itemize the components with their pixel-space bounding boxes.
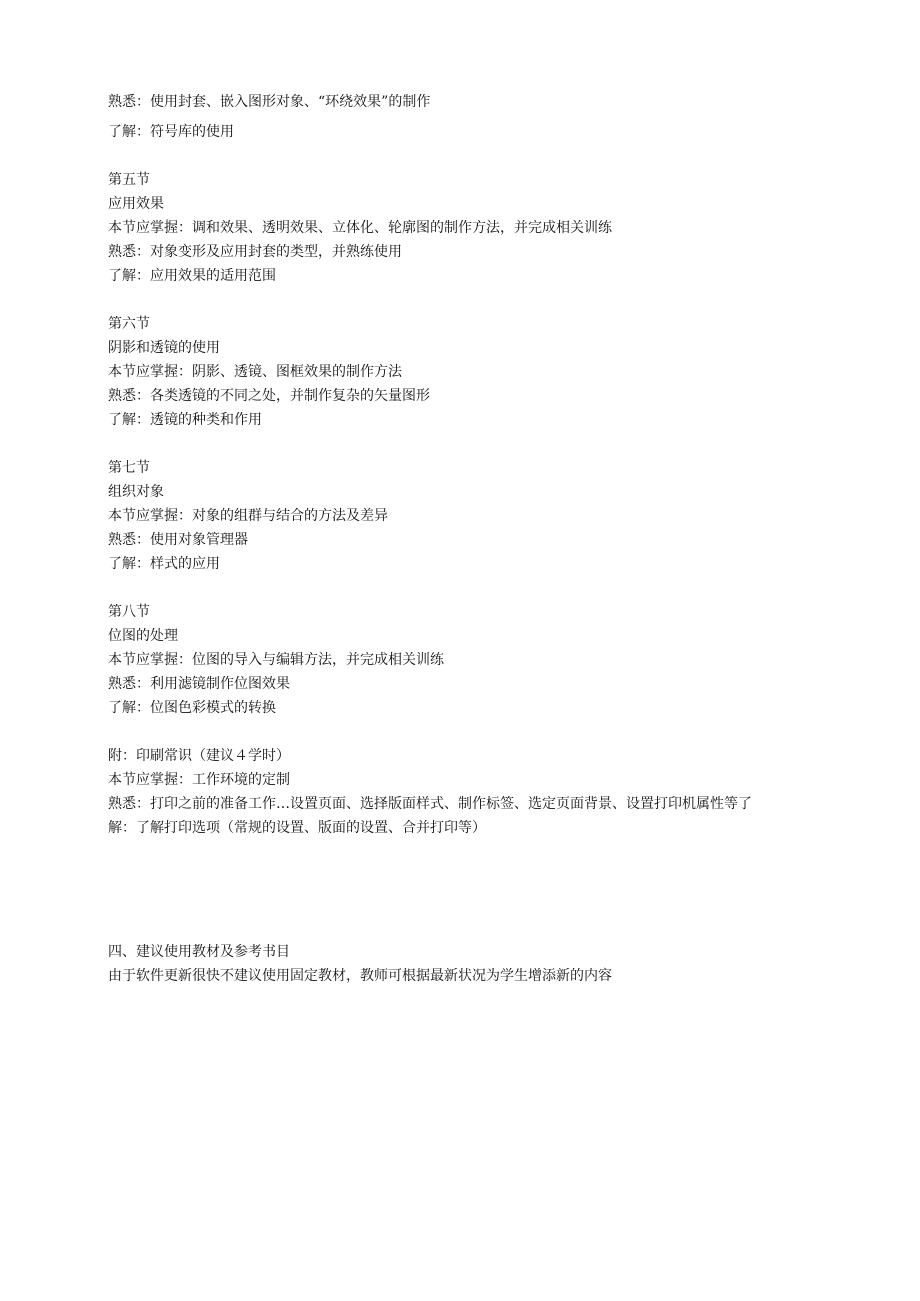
section-heading: 第七节 (108, 460, 150, 476)
part4-body: 由于软件更新很快不建议使用固定教材，教师可根据最新状况为学生增添新的内容 (108, 968, 612, 984)
spacer (108, 288, 828, 312)
section-title: 应用效果 (108, 196, 164, 212)
section-title: 阴影和透镜的使用 (108, 340, 220, 356)
section-master: 本节应掌握：对象的组群与结合的方法及差异 (108, 508, 388, 524)
section-familiar: 熟悉：利用滤镜制作位图效果 (108, 676, 290, 692)
section-familiar: 熟悉：各类透镜的不同之处，并制作复杂的矢量图形 (108, 388, 430, 404)
appendix-familiar-line1: 熟悉：打印之前的准备工作…设置页面、选择版面样式、制作标签、选定页面背景、设置打印机属性等了 (108, 796, 752, 812)
spacer (108, 576, 828, 600)
section-5 (108, 168, 828, 288)
section-heading: 第八节 (108, 604, 150, 620)
part4-section (108, 940, 828, 988)
section-7 (108, 456, 828, 576)
section-6 (108, 312, 828, 432)
part4-heading: 四、建议使用教材及参考书目 (108, 944, 290, 960)
section-understand: 了解：样式的应用 (108, 556, 220, 572)
appendix-familiar-line2: 解：了解打印选项（常规的设置、版面的设置、合并打印等） (108, 820, 486, 836)
section-heading: 第五节 (108, 172, 150, 188)
section-understand: 了解：透镜的种类和作用 (108, 412, 262, 428)
document-page (108, 90, 828, 988)
section-master: 本节应掌握：位图的导入与编辑方法，并完成相关训练 (108, 652, 444, 668)
section-understand: 了解：位图色彩模式的转换 (108, 700, 276, 716)
spacer (108, 720, 828, 744)
spacer (108, 840, 828, 940)
section-master: 本节应掌握：调和效果、透明效果、立体化、轮廓图的制作方法，并完成相关训练 (108, 220, 612, 236)
section-familiar: 熟悉：使用对象管理器 (108, 532, 248, 548)
spacer (108, 432, 828, 456)
appendix-heading: 附：印刷常识（建议４学时） (108, 748, 290, 764)
intro-familiar: 熟悉：使用封套、嵌入图形对象、“环绕效果”的制作 (108, 94, 431, 110)
section-understand: 了解：应用效果的适用范围 (108, 268, 276, 284)
intro-understand: 了解：符号库的使用 (108, 124, 234, 140)
section-familiar: 熟悉：对象变形及应用封套的类型，并熟练使用 (108, 244, 402, 260)
section-title: 位图的处理 (108, 628, 178, 644)
appendix-master: 本节应掌握：工作环境的定制 (108, 772, 290, 788)
section-master: 本节应掌握：阴影、透镜、图框效果的制作方法 (108, 364, 402, 380)
section-title: 组织对象 (108, 484, 164, 500)
spacer (108, 144, 828, 168)
section-8 (108, 600, 828, 720)
appendix-section (108, 744, 828, 840)
section-heading: 第六节 (108, 316, 150, 332)
